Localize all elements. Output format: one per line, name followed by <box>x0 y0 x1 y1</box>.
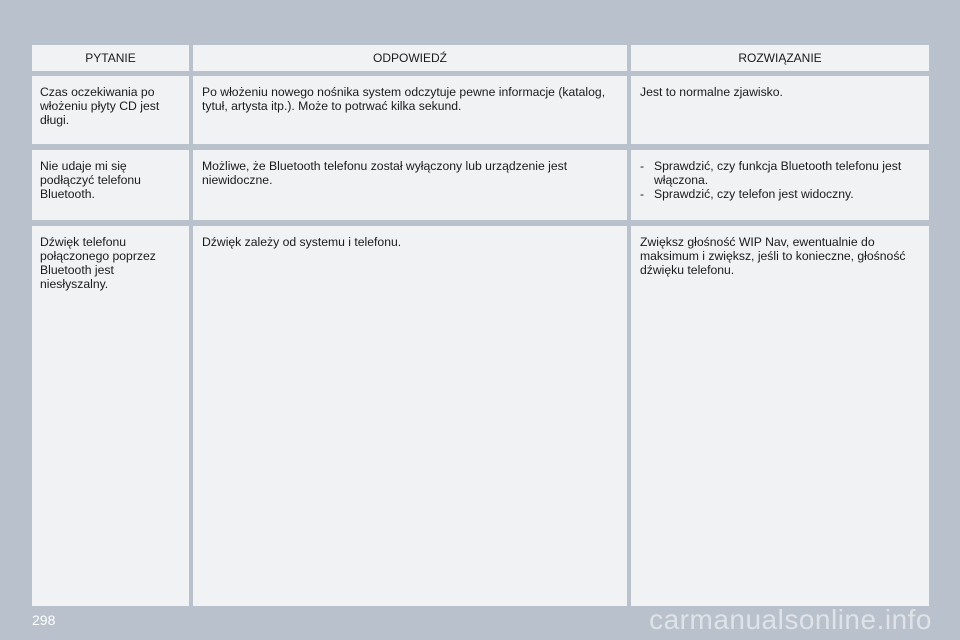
header-solution: ROZWIĄZANIE <box>631 45 929 71</box>
solution-list <box>640 159 921 201</box>
question-text: Czas oczekiwania po włożeniu płyty CD jest długi. <box>40 85 160 127</box>
row-2-answer <box>193 150 627 220</box>
solution-text: Zwiększ głośność WIP Nav, ewentualnie do maksimum i zwiększ, jeśli to konieczne, głośność dźwięku telefonu. <box>640 235 906 277</box>
solution-item: - Sprawdzić, czy telefon jest widoczny. <box>640 187 921 201</box>
row-2-question <box>32 150 189 220</box>
row-2-solution <box>631 150 929 220</box>
row-1-answer <box>193 76 627 144</box>
question-text: Dźwięk telefonu połączonego poprzez Bluetooth jest niesłyszalny. <box>40 235 156 291</box>
answer-text: Dźwięk zależy od systemu i telefonu. <box>202 235 402 249</box>
question-text: Nie udaje mi się podłączyć telefonu Bluetooth. <box>40 159 141 201</box>
answer-text: Możliwe, że Bluetooth telefonu został wyłączony lub urządzenie jest niewidoczne. <box>202 159 568 187</box>
solution-item: - Sprawdzić, czy funkcja Bluetooth telefonu jest włączona. <box>640 159 921 187</box>
header-answer: ODPOWIEDŹ <box>193 45 627 71</box>
watermark: carmanualsonline.info <box>649 604 932 635</box>
answer-text: Po włożeniu nowego nośnika system odczytuje pewne informacje (katalog, tytuł, artysta itp.). Może to potrwać kilka sekund. <box>202 85 606 113</box>
row-3-solution <box>631 226 929 606</box>
solution-text: Jest to normalne zjawisko. <box>640 85 783 99</box>
page-number: 298 <box>32 612 56 628</box>
row-3-question <box>32 226 189 606</box>
header-question: PYTANIE <box>32 45 189 71</box>
row-1-question <box>32 76 189 144</box>
row-3-answer <box>193 226 627 606</box>
row-1-solution <box>631 76 929 144</box>
